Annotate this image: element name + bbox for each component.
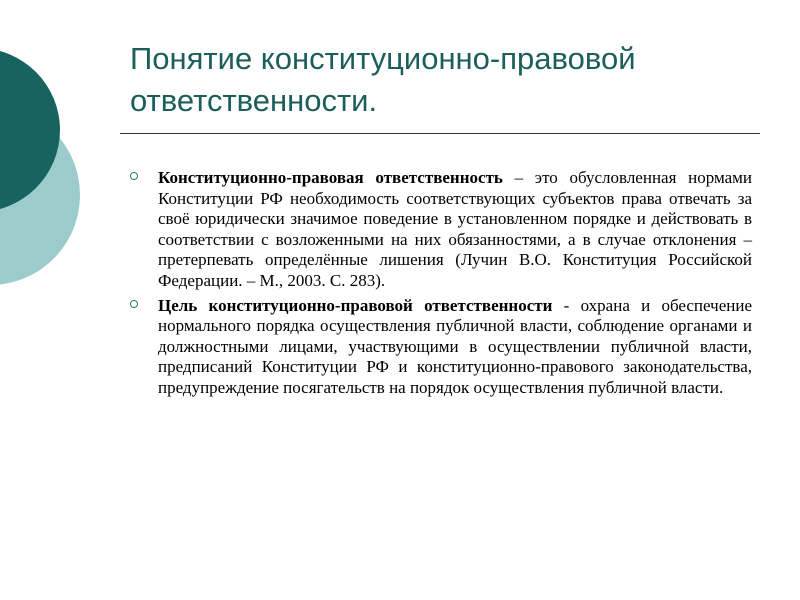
item-text: – это обусловленная нормами Конституции РФ необходимость соответствующих субъектов права отвечать за своё юридически значимое поведение в установленном порядке и действовать в соответствии с возложенными на них обязанностями, а в случае отклонения – претерпевать определённые лишения (Лучин В.О. Конституция Российской Федерации. – М., 2003. С. 283). xyxy=(158,168,752,290)
item-text: - охрана и обеспечение нормального порядка осуществления публичной власти, соблюдение органами и должностными лицами, участвующими в осуществлении публичной власти, предписаний Конституции РФ и конституционно-правового законодательства, предупреждение посягательств на порядок осуществления публичной власти. xyxy=(158,295,752,397)
title-divider xyxy=(120,133,760,134)
bullet-list xyxy=(130,168,752,403)
slide-title: Понятие конституционно-правовой ответственности. xyxy=(130,41,636,118)
decorative-circles xyxy=(0,0,120,330)
bullet-icon xyxy=(130,172,138,180)
item-term: Цель конституционно-правовой ответственности xyxy=(158,295,553,315)
bullet-icon xyxy=(130,300,138,308)
list-item xyxy=(130,168,752,292)
item-term: Конституционно-правовая ответственность xyxy=(158,168,503,187)
list-item xyxy=(130,296,752,399)
